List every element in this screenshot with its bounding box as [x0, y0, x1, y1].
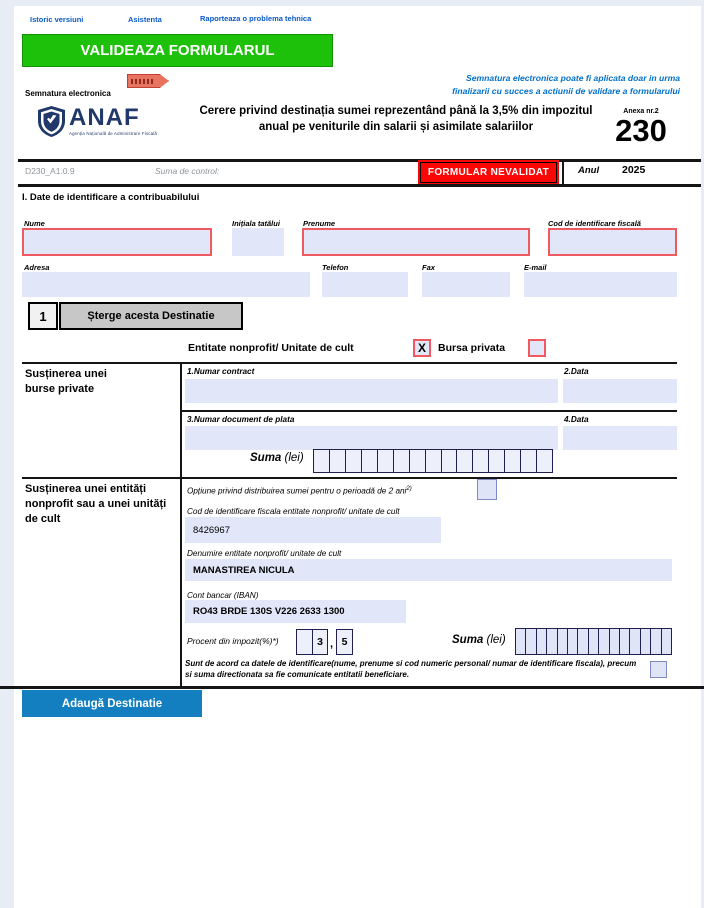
percent-cell-5[interactable]: 5 [341, 636, 348, 648]
comb-cell[interactable] [504, 450, 520, 472]
nonprofit-suma-comb-field[interactable] [515, 628, 672, 655]
initiala-label: Inițiala tatălui [232, 219, 280, 228]
comb-cell[interactable] [329, 450, 345, 472]
table-bottom-border [0, 686, 704, 689]
percent-int-field[interactable] [296, 629, 328, 655]
iban-field[interactable]: RO43 BRDE 130S V226 2633 1300 [185, 600, 406, 623]
year-label: Anul [578, 165, 600, 176]
nume-label: Nume [24, 219, 45, 228]
page-margin-top [0, 0, 704, 6]
nonprofit-suma-word: Suma [452, 634, 484, 646]
data2-label: 2.Data [564, 367, 589, 376]
iban-label: Cont bancar (IBAN) [187, 591, 259, 600]
anaf-shield-icon [38, 106, 65, 137]
anaf-logo-text: ANAF [69, 104, 140, 131]
data4-label: 4.Data [564, 415, 589, 424]
nonprofit-suma-unit: (lei) [486, 634, 506, 646]
add-destination-button[interactable]: Adaugă Destinatie [22, 690, 202, 717]
validate-form-button[interactable]: VALIDEAZA FORMULARUL [22, 34, 333, 67]
comb-cell[interactable] [588, 629, 598, 654]
comb-cell[interactable] [661, 629, 671, 654]
nonprofit-suma-label [452, 634, 506, 646]
destination-index: 1 [28, 302, 58, 330]
comb-cell[interactable] [557, 629, 567, 654]
comb-cell[interactable] [345, 450, 361, 472]
comb-cell[interactable] [629, 629, 639, 654]
table-row-border [180, 410, 677, 412]
cif-field[interactable] [548, 228, 677, 256]
nonprofit-cif-field[interactable]: 8426967 [185, 517, 441, 543]
link-asistenta[interactable]: Asistenta [128, 15, 162, 24]
bursa-section-label-line1: Susținerea unei [25, 368, 107, 380]
comb-cell[interactable] [393, 450, 409, 472]
annex-block [600, 108, 682, 146]
percent-label: Procent din impozit(%)*) [187, 636, 279, 646]
comb-cell[interactable] [488, 450, 504, 472]
comb-cell[interactable] [409, 450, 425, 472]
comb-cell[interactable] [472, 450, 488, 472]
data2-field[interactable] [563, 379, 677, 403]
form-title [180, 103, 612, 135]
percent-separator: , [330, 638, 334, 650]
fax-field[interactable] [422, 272, 510, 297]
form-title-line1: Cerere privind destinația sumei reprezentând până la 3,5% din impozitul [199, 105, 593, 117]
form-title-line2: anual pe veniturile din salarii și asimilate salariilor [258, 121, 534, 133]
control-sum-label: Suma de control: [155, 166, 220, 176]
bursa-suma-comb-field[interactable] [313, 449, 553, 473]
prenume-field[interactable] [302, 228, 530, 256]
comb-cell[interactable] [577, 629, 587, 654]
nonprofit-type-label: Entitate nonprofit/ Unitate de cult [188, 342, 354, 354]
telefon-label: Telefon [322, 263, 349, 272]
consent-checkbox[interactable] [650, 661, 667, 678]
percent-cell-3[interactable]: 3 [312, 630, 327, 654]
comb-cell[interactable] [361, 450, 377, 472]
adresa-label: Adresa [24, 263, 50, 272]
annex-label: Anexa nr.2 [623, 108, 659, 115]
option-2ani-sup: 2) [406, 486, 412, 492]
contract-field[interactable] [185, 379, 558, 403]
nonprofit-section-label: Susținerea unei entități nonprofit sau a unei unități de cult [25, 483, 167, 525]
payment-doc-field[interactable] [185, 426, 558, 450]
option-2ani-label [187, 486, 412, 496]
nonprofit-name-label: Denumire entitate nonprofit/ unitate de cult [187, 549, 342, 558]
payment-doc-label: 3.Numar document de plata [187, 415, 295, 424]
comb-cell[interactable] [536, 450, 552, 472]
option-2ani-checkbox[interactable] [477, 479, 497, 500]
comb-cell[interactable] [619, 629, 629, 654]
page-margin-left [0, 0, 14, 908]
comb-cell[interactable] [456, 450, 472, 472]
sign-here-arrow-icon[interactable] [127, 74, 169, 88]
divider [562, 161, 564, 184]
contract-label: 1.Numar contract [187, 367, 255, 376]
nume-field[interactable] [22, 228, 212, 256]
comb-cell[interactable] [536, 629, 546, 654]
bursa-suma-unit: (lei) [284, 452, 304, 464]
prenume-label: Prenume [303, 219, 336, 228]
form-number: 230 [615, 113, 667, 148]
bursa-type-label: Bursa privata [438, 342, 506, 354]
nonprofit-type-checkbox[interactable]: X [413, 339, 431, 357]
nonprofit-name-field[interactable]: MANASTIREA NICULA [185, 559, 672, 581]
comb-cell[interactable] [609, 629, 619, 654]
nonprofit-cif-label: Cod de identificare fiscala entitate nonprofit/ unitate de cult [187, 507, 400, 516]
signature-note-line1: Semnatura electronica poate fi aplicata doar in urma [466, 73, 680, 83]
anaf-logo-subtext: Agenția Națională de Administrare Fiscală [69, 131, 157, 136]
comb-cell[interactable] [314, 450, 329, 472]
bursa-suma-label [250, 452, 304, 464]
signature-note [440, 72, 680, 98]
sign-here-marks [131, 79, 153, 84]
signature-note-line2: finalizarii cu succes a actiunii de validare a formularului [452, 86, 680, 96]
cif-label: Cod de identificare fiscală [548, 219, 641, 228]
comb-cell[interactable] [520, 450, 536, 472]
comb-cell[interactable] [516, 629, 525, 654]
link-raporteaza-problema[interactable]: Raporteaza o problema tehnica [200, 14, 312, 23]
anaf-logo [38, 106, 157, 137]
table-top-border [22, 362, 677, 364]
consent-text: Sunt de acord ca datele de identificare(nume, prenume si cod numeric personal/ numar de identificare fiscala), precum si suma directionata sa fie comunicate entitatii beneficiare. [185, 659, 637, 679]
initiala-field[interactable] [232, 228, 284, 256]
status-badge: FORMULAR NEVALIDAT [420, 162, 557, 183]
comb-cell[interactable] [640, 629, 650, 654]
form-version: D230_A1.0.9 [25, 166, 75, 176]
comb-cell[interactable] [598, 629, 608, 654]
comb-cell[interactable] [546, 629, 556, 654]
email-label: E-mail [524, 263, 547, 272]
link-istoric-versiuni[interactable]: Istoric versiuni [30, 15, 84, 24]
bursa-section-label [25, 367, 175, 397]
bursa-section-label-line2: burse private [25, 383, 95, 395]
comb-cell[interactable] [425, 450, 441, 472]
bursa-suma-word: Suma [250, 452, 282, 464]
email-field[interactable] [524, 272, 677, 297]
data4-field[interactable] [563, 426, 677, 450]
table-section-border [22, 477, 677, 479]
percent-dec-field[interactable] [336, 629, 353, 655]
divider [18, 159, 701, 162]
comb-cell[interactable] [441, 450, 457, 472]
telefon-field[interactable] [322, 272, 408, 297]
delete-destination-button[interactable]: Șterge acesta Destinatie [59, 302, 243, 330]
adresa-field[interactable] [22, 272, 310, 297]
bursa-type-checkbox[interactable] [528, 339, 546, 357]
fax-label: Fax [422, 263, 435, 272]
divider [18, 184, 701, 187]
option-2ani-text: Opțiune privind distribuirea sumei pentru o perioadă de 2 ani [187, 486, 407, 496]
comb-cell[interactable] [567, 629, 577, 654]
percent-cell-blank[interactable] [297, 630, 312, 654]
comb-cell[interactable] [377, 450, 393, 472]
signature-label: Semnatura electronica [25, 89, 111, 98]
section1-heading: I. Date de identificare a contribuabilului [22, 192, 200, 203]
comb-cell[interactable] [525, 629, 535, 654]
comb-cell[interactable] [650, 629, 660, 654]
year-value[interactable]: 2025 [622, 164, 646, 176]
